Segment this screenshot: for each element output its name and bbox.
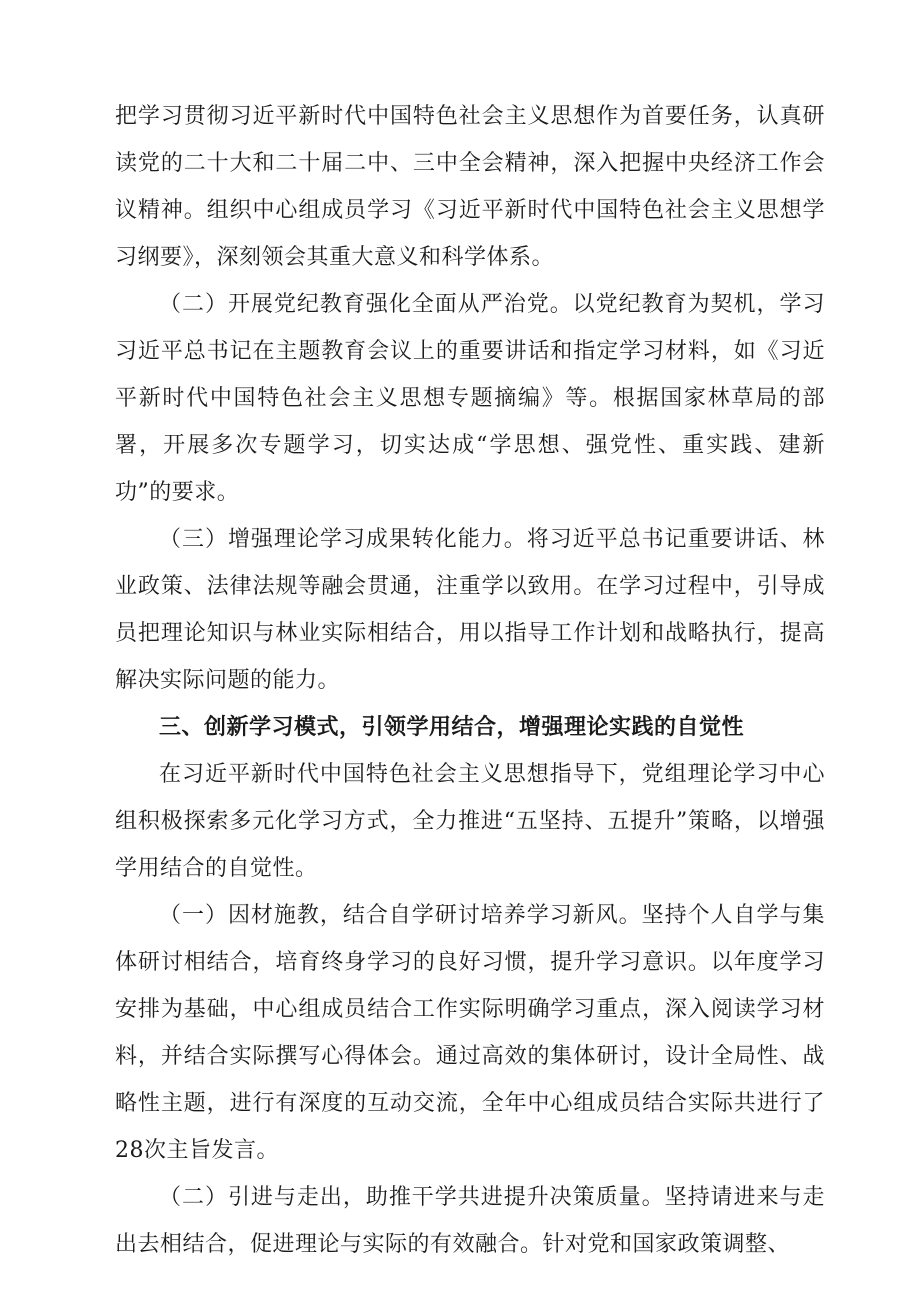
paragraph-bring-in-go-out: （二）引进与走出，助推干学共进提升决策质量。坚持请进来与走出去相结合，促进理论与实际的有效融合。针对党和国家政策调整、 bbox=[115, 1185, 825, 1257]
paragraph-self-study: （一）因材施教，结合自学研讨培养学习新风。坚持个人自学与集体研讨相结合，培育终身学习的良好习惯，提升学习意识。以年度学习安排为基础，中心组成员结合工作实际明确学习重点，深入阅读学习材料，并结合实际撰写心得体会。通过高效的集体研讨，设计全局性、战略性主题，进行有深度的互动交流，全年中心组成员结合实际共进行了28次主旨发言。 bbox=[115, 903, 825, 1163]
paragraph-party-discipline: （二）开展党纪教育强化全面从严治党。以党纪教育为契机，学习习近平总书记在主题教育会议上的重要讲话和指定学习材料，如《习近平新时代中国特色社会主义思想专题摘编》等。根据国家林草局的部署，开展多次专题学习，切实达成“学思想、强党性、重实践、建新功”的要求。 bbox=[115, 292, 825, 505]
paragraph-section-intro: 在习近平新时代中国特色社会主义思想指导下，党组理论学习中心组积极探索多元化学习方式，全力推进“五坚持、五提升”策略，以增强学用结合的自觉性。 bbox=[115, 762, 825, 881]
paragraph-theory-transformation: （三）增强理论学习成果转化能力。将习近平总书记重要讲话、林业政策、法律法规等融会贯通，注重学以致用。在学习过程中，引导成员把理论知识与林业实际相结合，用以指导工作计划和战略执行，提高解决实际问题的能力。 bbox=[115, 527, 825, 693]
paragraph-study-thought: 把学习贯彻习近平新时代中国特色社会主义思想作为首要任务，认真研读党的二十大和二十届二中、三中全会精神，深入把握中央经济工作会议精神。组织中心组成员学习《习近平新时代中国特色社会主义思想学习纲要》，深刻领会其重大意义和科学体系。 bbox=[115, 104, 825, 270]
document-body bbox=[115, 93, 825, 1268]
section-heading-three: 三、创新学习模式，引领学用结合，增强理论实践的自觉性 bbox=[159, 715, 745, 740]
